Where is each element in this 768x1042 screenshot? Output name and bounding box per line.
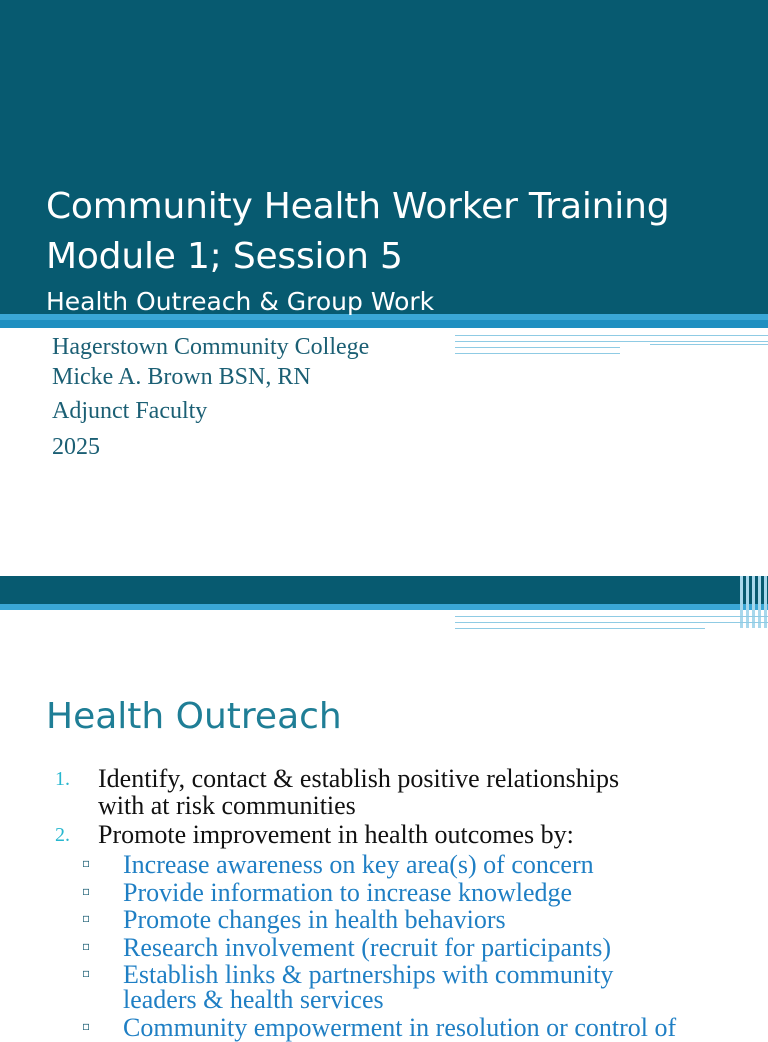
list-item-line: Identify, contact & establish positive relationships [98, 764, 620, 793]
sub-list-item-continuation: leaders & health services [123, 985, 384, 1014]
list-number: 2. [55, 824, 70, 846]
sub-list-item: Community empowerment in resolution or control of [123, 1013, 677, 1042]
bullet-icon: ▫ [82, 911, 91, 925]
slide-title-line-2: Module 1; Session 5 [46, 236, 403, 277]
slide-title-line-1: Community Health Worker Training [46, 186, 670, 227]
slide-subtitle: Health Outreach & Group Work [46, 287, 435, 316]
sub-list-item: Research involvement (recruit for participants) [123, 933, 612, 962]
presentation-year: 2025 [52, 434, 100, 460]
list-item-line: Promote improvement in health outcomes by: [98, 820, 574, 849]
bullet-icon: ▫ [82, 884, 91, 898]
sub-list-item: Promote changes in health behaviors [123, 905, 506, 934]
sub-list-item: Increase awareness on key area(s) of concern [123, 850, 594, 879]
decorative-lines [0, 576, 768, 636]
bullet-icon: ▫ [82, 856, 91, 870]
bullet-icon: ▫ [82, 1019, 91, 1033]
list-item-line: with at risk communities [98, 791, 356, 820]
bullet-icon: ▫ [82, 939, 91, 953]
sub-list-item: Provide information to increase knowledge [123, 878, 573, 907]
content-slide [0, 576, 768, 1042]
slide-heading: Health Outreach [46, 696, 342, 737]
bullet-icon: ▫ [82, 966, 91, 980]
institution-name: Hagerstown Community College [52, 334, 370, 360]
presenter-name: Micke A. Brown BSN, RN [52, 364, 311, 390]
list-number: 1. [55, 768, 70, 790]
presenter-role: Adjunct Faculty [52, 398, 208, 424]
sub-list-item: Establish links & partnerships with community [123, 960, 614, 989]
